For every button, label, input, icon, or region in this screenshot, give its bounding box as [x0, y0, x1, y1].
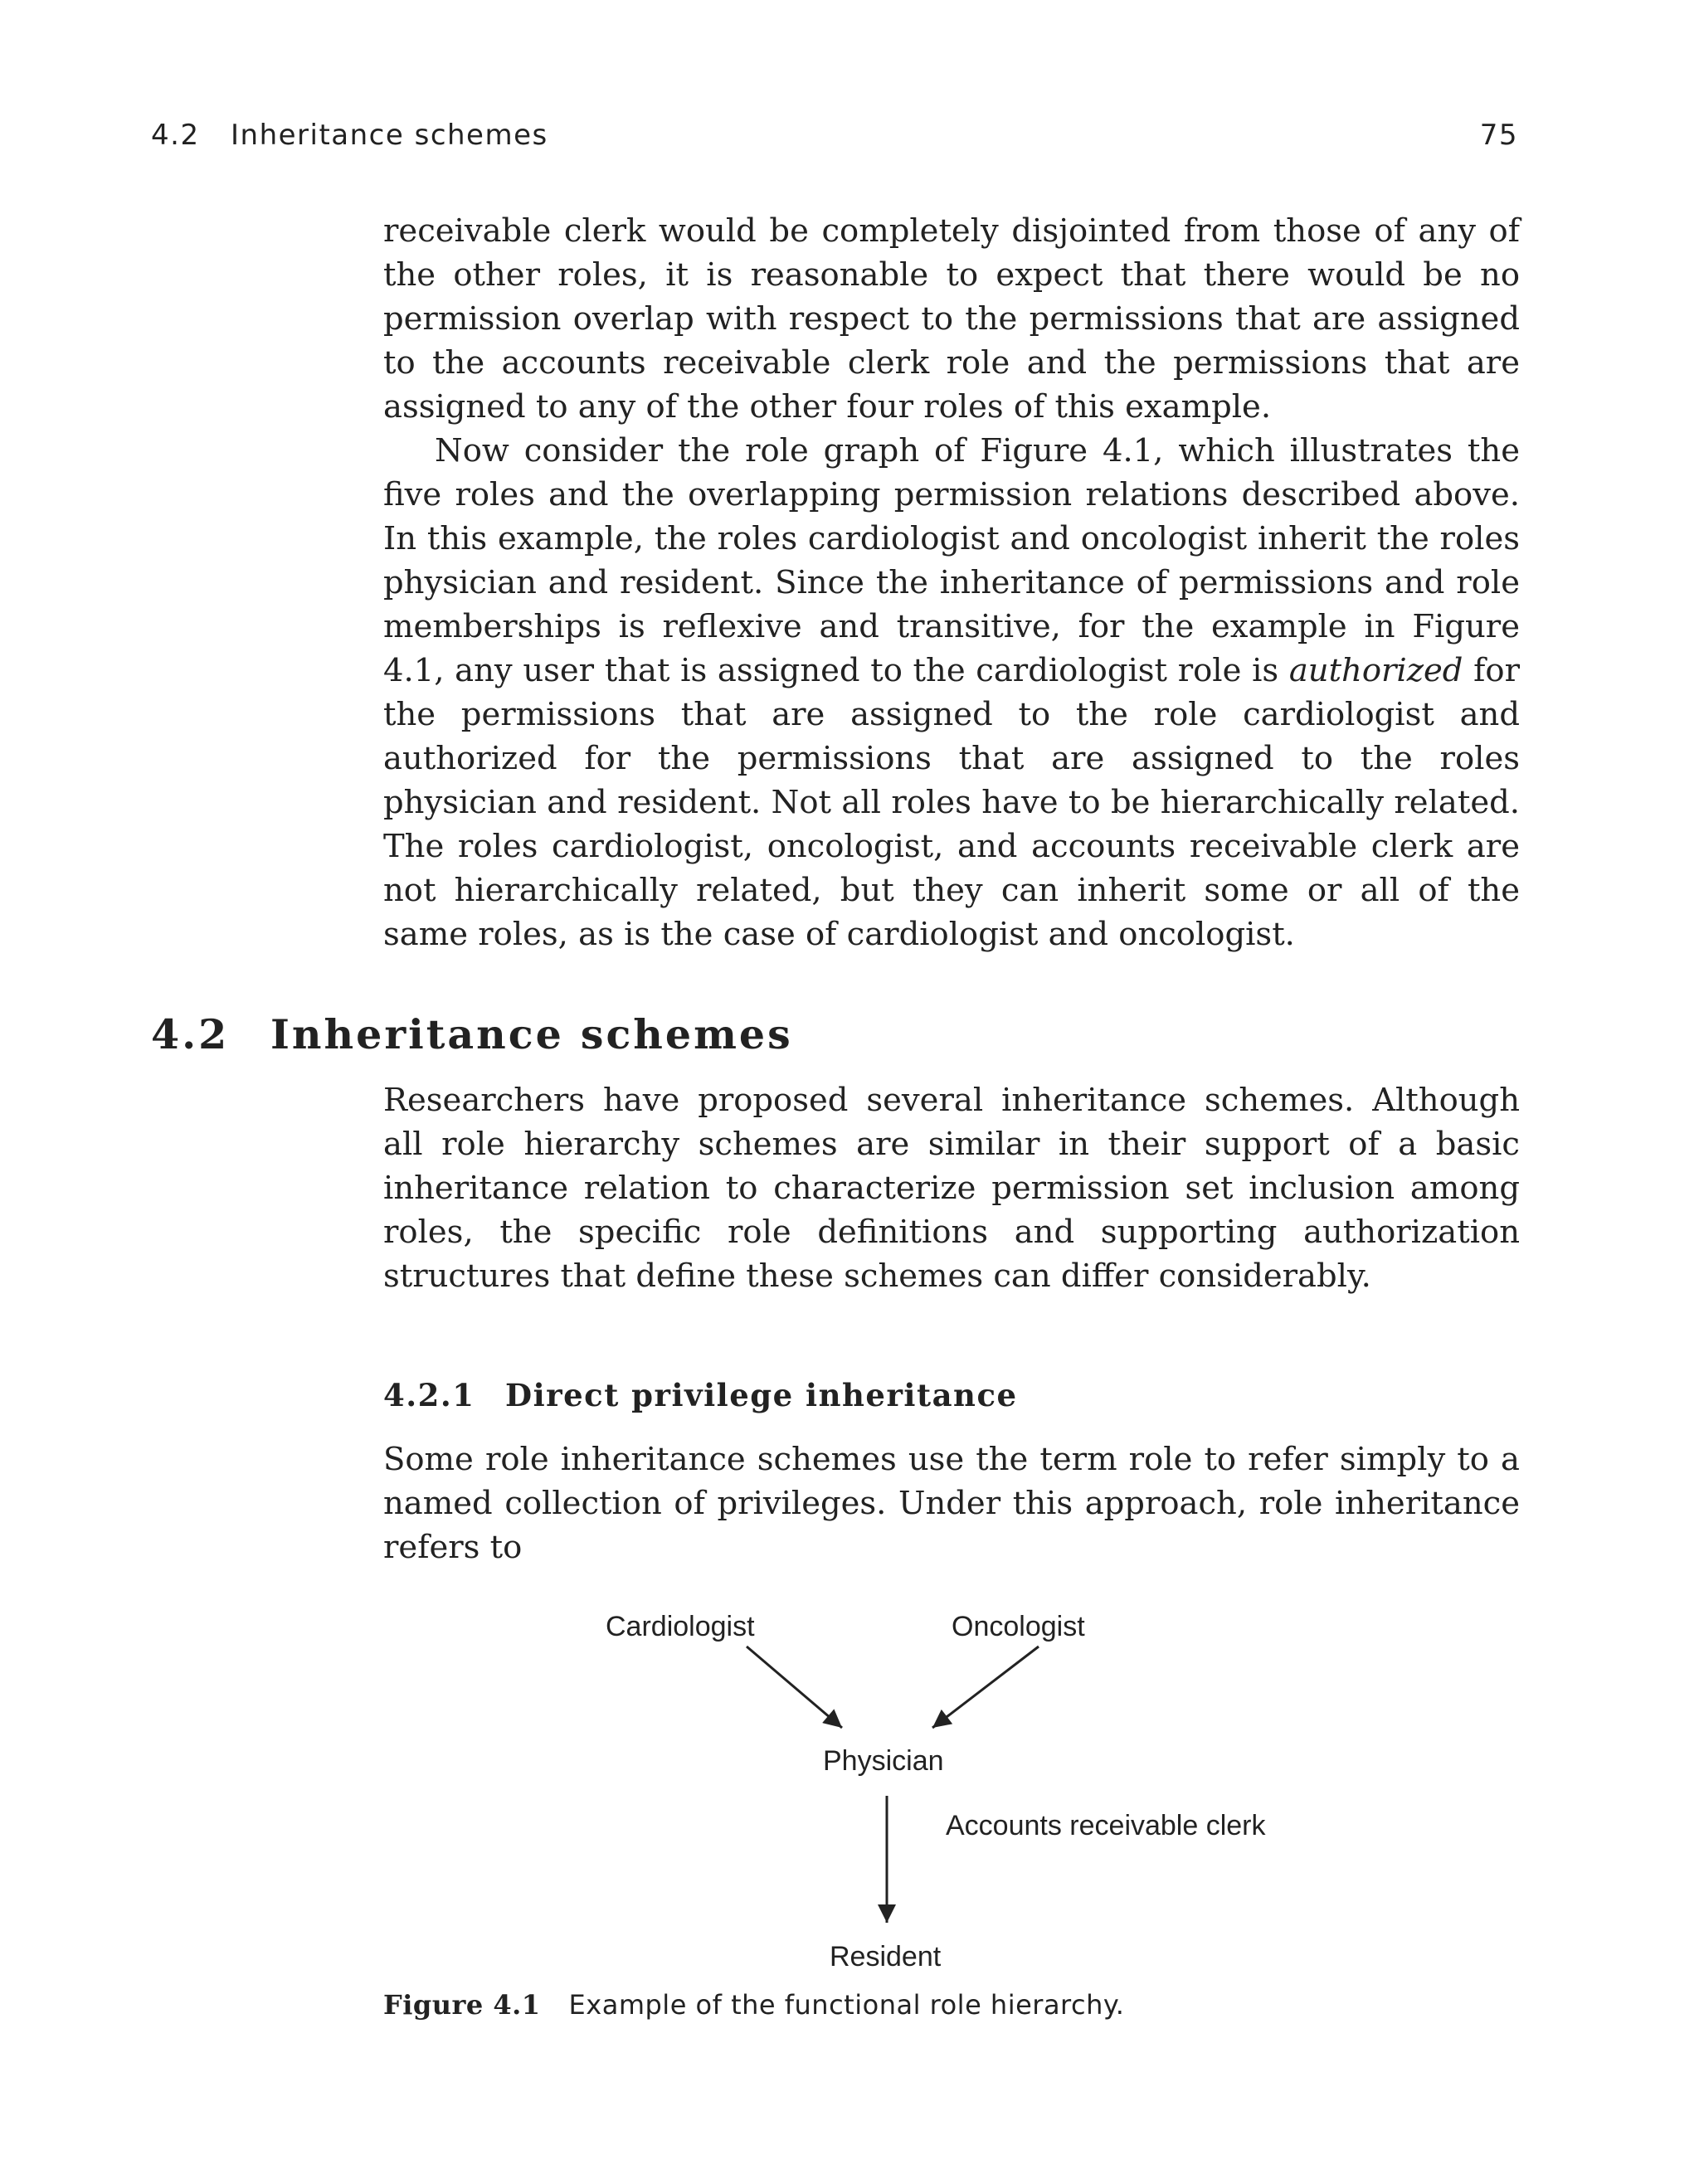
figure-caption-label: Figure 4.1: [383, 1989, 541, 2021]
paragraph-text: for the permissions that are assigned to the role cardiologist and authorized for the permissions that are assigned to the roles physician and resident. Not all roles have to be hierarchically related. The roles cardiologist, oncologist, and accounts receivable clerk are not hierarchically related, but they can inherit some or all of the same roles, as is the case of cardiologist and oncologist.: [383, 652, 1520, 953]
running-head-title: Inheritance schemes: [231, 119, 548, 152]
body-text-top: [383, 209, 1520, 956]
page-number: 75: [1479, 119, 1518, 152]
paragraph: Some role inheritance schemes use the term role to refer simply to a named collection of privileges. Under this approach, role inheritance refers to: [383, 1441, 1520, 1566]
node-physician: Physician: [823, 1745, 944, 1777]
paragraph: Researchers have proposed several inheritance schemes. Although all role hierarchy schemes are similar in their support of a basic inheritance relation to characterize permission set inclusion among roles, the specific role definitions and supporting authorization structures that define these schemes can differ considerably.: [383, 1082, 1520, 1295]
section-number: 4.2: [151, 1010, 230, 1058]
subsection-number: 4.2.1: [383, 1377, 475, 1413]
figure-caption-text: Example of the functional role hierarchy.: [568, 1989, 1125, 2021]
body-text-subsection: [383, 1437, 1520, 1569]
node-accounts-receivable-clerk: Accounts receivable clerk: [946, 1810, 1266, 1841]
node-cardiologist: Cardiologist: [606, 1611, 755, 1642]
edge-oncologist-physician: [932, 1647, 1039, 1728]
paragraph: receivable clerk would be completely disjointed from those of any of the other roles, it is reasonable to expect that there would be no permission overlap with respect to the permissions that are assigned to the accounts receivable clerk role and the permissions that are assigned to any of the other four roles of this example.: [383, 212, 1520, 426]
node-oncologist: Oncologist: [952, 1611, 1085, 1642]
paragraph-text: Now consider the role graph of Figure 4.1, which illustrates the five roles and the overlapping permission relations described above. In this example, the roles cardiologist and oncologist inherit the roles physician and resident. Since the inheritance of permissions and role memberships is reflexive and transitive, for the example in Figure 4.1, any user that is assigned to the cardiologist role is: [383, 432, 1520, 689]
paragraph: [383, 429, 1520, 956]
section-heading: [151, 1010, 793, 1058]
section-title: Inheritance schemes: [270, 1010, 793, 1058]
edge-cardiologist-physician: [747, 1647, 842, 1728]
running-head: [151, 119, 1518, 160]
running-head-section-number: 4.2: [151, 119, 200, 152]
body-text-section: [383, 1078, 1520, 1298]
figure-caption: [383, 1989, 1124, 2021]
emphasis-text: authorized: [1288, 652, 1463, 689]
subsection-heading: [383, 1377, 1018, 1413]
subsection-title: Direct privilege inheritance: [505, 1377, 1018, 1413]
node-resident: Resident: [830, 1941, 942, 1972]
